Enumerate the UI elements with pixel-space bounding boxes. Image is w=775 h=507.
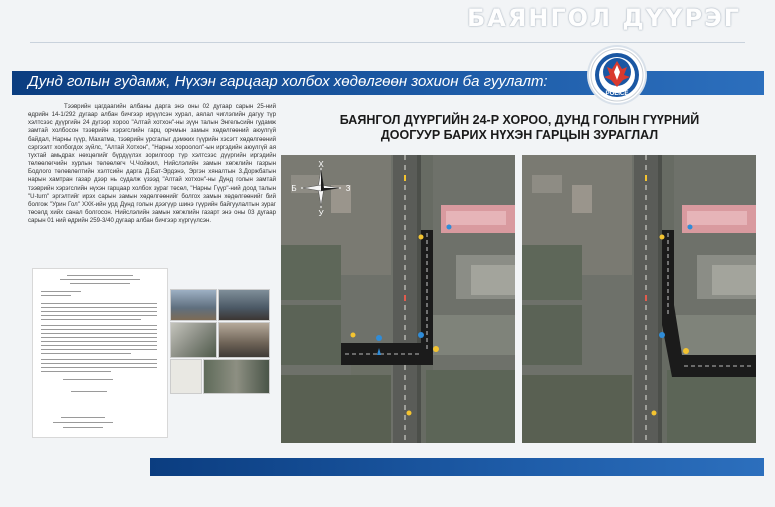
compass-rose — [290, 160, 352, 216]
compass-west: Б — [291, 184, 297, 193]
district-brand: БАЯНГОЛ ДҮҮРЭГ — [466, 4, 741, 32]
top-divider — [30, 42, 745, 43]
police-logo — [589, 47, 645, 103]
logo-text: POLICE — [605, 90, 629, 97]
compass-north: Х — [318, 160, 324, 169]
compass-south: У — [318, 209, 324, 216]
diagram-title-line-1: БАЯНГОЛ ДҮҮРГИЙН 24-Р ХОРОО, ДУНД ГОЛЫН ГҮҮРНИЙ — [339, 113, 700, 127]
aerial-map-after — [522, 155, 756, 443]
official-letter-thumbnail — [32, 268, 168, 438]
title-banner — [12, 71, 764, 95]
compass-east: З — [345, 184, 351, 193]
site-photos — [170, 289, 269, 393]
description-text: Тээврийн цагдаагийн албаны дарга энэ оны 02 дугаар сарын 25-ний өдрийн 14-1/292 дугаар албан бичгээр ирүүлсэн хурал, аялал чиглэлийн дагуу түр хэлтсээс дүүргийн 24 дүгээр хороо "Алтай хотхон"-ны зүүн талын Энгельсийн гудамж замтай холбосон тээврийн хэрэгслийн гарц орчмын замын хөдөлгөөний аюулгүй байдал, Нарны гүүр, Махатма, тээврийн урсгалыг дэмжих гүүрийн хэсэгт хөдөлгөөний сэргээлт холбогдох зүйлс, "Алтай Хотхон", "Нарны хороолол"-ын иргэдийн аюулгүй ая тухтай амьдрах нөхцөлийг бүрдүүлэх зорилгоор түр хэлтсээс дүүргийн иргэдийн төлөөлөгчийн хурлын төлөөлөгч Ч.Чойжил, Нийслэлийн замын хөгжлийн газрын Бодлого төлөвлөлтийн хэлтсийн дарга Д.Бат-Эрдэнэ, Эргэн хяналтын 3.Доржбатын нарын хамтран газар дээр нь судалж үзээд "Алтай хотхон"-ны Дунд голын замтай тээврийн хэрэгслийн нүхэн гарцаар холбох зураг төсөл, "Нарны Гүүр"-ний доод талын "U-turn" эргэлтийг ирэх сарын замын хөдөлгөөнийг болгох замын хөдөлгөөнийг бий болгож "Урин Гол" ХХК-ийн урд Дунд голын дээгүүр шинэ гүүрийн байгуулалтын зураг төсөлд хийх санал болгосон. Нийслэлийн замын хөгжлийн газарт энэ оны 03 дугаар сарын 01 ний өдрийн 259-3/40 дугаар албан бичгээр хүргүүлсэн. — [28, 103, 276, 225]
page-title: Дунд голын гудамж, Нүхэн гарцаар холбох хөдөлгөөн зохион ба гуулалт: — [28, 73, 548, 90]
diagram-title-line-2: ДООГУУР БАРИХ НҮХЭН ГАРЦЫН ЗУРАГЛАЛ — [380, 128, 659, 142]
bottom-banner — [150, 458, 764, 476]
diagram-title — [292, 113, 747, 143]
